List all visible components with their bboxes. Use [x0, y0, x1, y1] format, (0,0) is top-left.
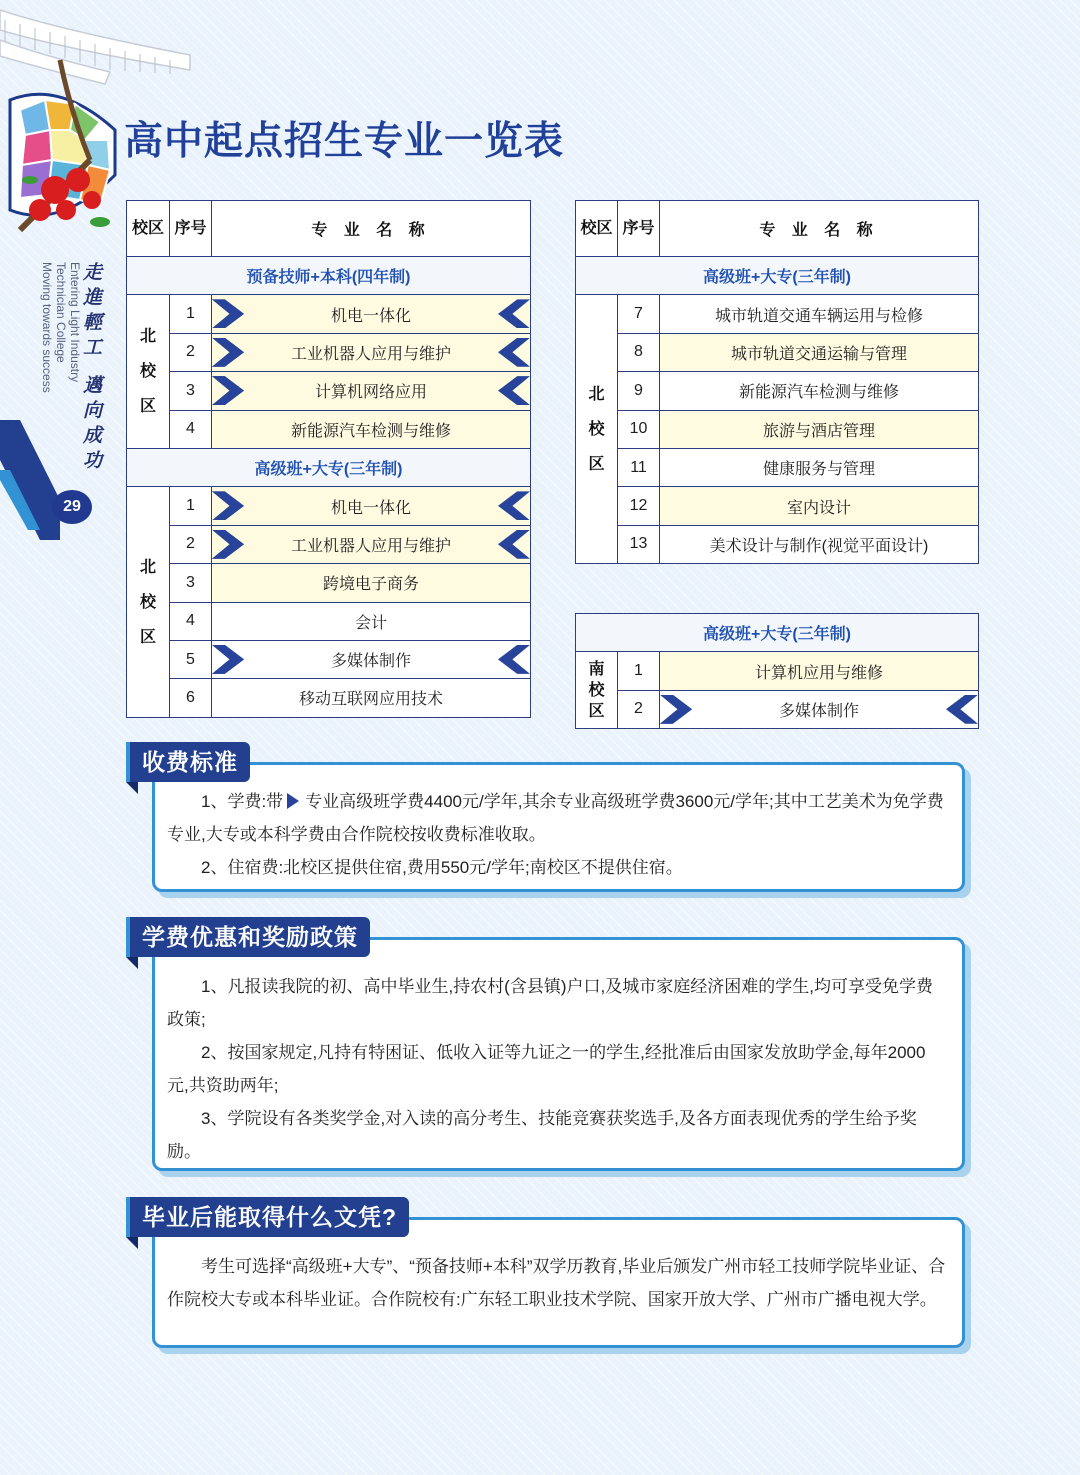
campus-cell: 北校区 — [576, 295, 618, 564]
policy-paragraph: 3、学院设有各类奖学金,对入读的高分考生、技能竞赛获奖选手,及各方面表现优秀的学生给予奖励。 — [167, 1109, 917, 1161]
major-cell: 室内设计 — [660, 487, 979, 525]
major-cell: 城市轨道交通车辆运用与检修 — [660, 295, 979, 333]
fees-paragraph-2: 2、住宿费:北校区提供住宿,费用550元/学年;南校区不提供住宿。 — [201, 858, 683, 877]
page-number: 29 — [52, 490, 92, 524]
seq-cell: 2 — [170, 525, 212, 563]
major-cell: 新能源汽车检测与维修 — [660, 372, 979, 410]
major-cell: 新能源汽车检测与维修 — [212, 410, 531, 448]
major-cell: 机电一体化 — [212, 487, 531, 525]
seq-cell: 9 — [618, 372, 660, 410]
seq-cell: 12 — [618, 487, 660, 525]
south-campus-table — [575, 613, 979, 729]
page-title: 高中起点招生专业一览表 — [124, 120, 565, 163]
section-title: 预备技师+本科(四年制) — [127, 257, 531, 295]
seq-cell: 4 — [170, 602, 212, 640]
seq-cell: 2 — [170, 333, 212, 371]
major-cell: 多媒体制作 — [212, 640, 531, 678]
major-cell: 美术设计与制作(视觉平面设计) — [660, 525, 979, 563]
header-major: 专 业 名 称 — [660, 201, 979, 257]
section-title: 高级班+大专(三年制) — [576, 614, 979, 652]
major-cell: 城市轨道交通运输与管理 — [660, 333, 979, 371]
campus-cell: 南校区 — [576, 652, 618, 729]
header-seq: 序号 — [170, 201, 212, 257]
major-cell: 旅游与酒店管理 — [660, 410, 979, 448]
seq-cell: 3 — [170, 564, 212, 602]
policy-section-title: 学费优惠和奖励政策 — [126, 917, 370, 957]
policy-paragraph: 2、按国家规定,凡持有特困证、低收入证等九证之一的学生,经批准后由国家发放助学金,每年2000元,共资助两年; — [167, 1043, 926, 1095]
seq-cell: 7 — [618, 295, 660, 333]
header-major: 专 业 名 称 — [212, 201, 531, 257]
seq-cell: 5 — [170, 640, 212, 678]
major-cell: 工业机器人应用与维护 — [212, 333, 531, 371]
seq-cell: 8 — [618, 333, 660, 371]
header-campus: 校区 — [127, 201, 170, 257]
campus-cell: 北校区 — [127, 487, 170, 717]
major-cell: 会计 — [212, 602, 531, 640]
left-majors-table — [126, 200, 531, 718]
diploma-paragraph: 考生可选择“高级班+大专”、“预备技师+本科”双学历教育,毕业后颁发广州市轻工技师学院毕业证、合作院校大专或本科毕业证。合作院校有:广东轻工职业技术学院、国家开放大学、广州市广播电视大学。 — [167, 1257, 946, 1309]
side-stripe-decoration — [0, 420, 60, 540]
side-slogan-en: Entering Light Industry Technician College Moving towards success — [40, 262, 82, 393]
diploma-section-title: 毕业后能取得什么文凭? — [126, 1197, 409, 1237]
seq-cell: 4 — [170, 410, 212, 448]
major-cell: 工业机器人应用与维护 — [212, 525, 531, 563]
header-seq: 序号 — [618, 201, 660, 257]
seq-cell: 13 — [618, 525, 660, 563]
seq-cell: 3 — [170, 372, 212, 410]
side-slogan-cn: 走進輕工 邁向成功 — [80, 262, 102, 475]
seq-cell: 6 — [170, 679, 212, 717]
major-cell: 移动互联网应用技术 — [212, 679, 531, 717]
seq-cell: 1 — [170, 487, 212, 525]
seq-cell: 10 — [618, 410, 660, 448]
fees-panel — [152, 762, 965, 892]
header-campus: 校区 — [576, 201, 618, 257]
seq-cell: 1 — [618, 652, 660, 690]
policy-panel — [152, 937, 965, 1171]
seq-cell: 11 — [618, 448, 660, 486]
triangle-marker-icon — [287, 793, 299, 809]
fees-paragraph-1: 1、学费:带 专业高级班学费4400元/学年,其余专业高级班学费3600元/学年;其中工艺美术为免学费专业,大专或本科学费由合作院校按收费标准收取。 — [167, 792, 944, 844]
section-title: 高级班+大专(三年制) — [576, 257, 979, 295]
seq-cell: 1 — [170, 295, 212, 333]
major-cell: 计算机应用与维修 — [660, 652, 979, 690]
major-cell: 机电一体化 — [212, 295, 531, 333]
right-majors-table — [575, 200, 979, 564]
major-cell: 计算机网络应用 — [212, 372, 531, 410]
major-cell: 健康服务与管理 — [660, 448, 979, 486]
campus-cell: 北校区 — [127, 295, 170, 449]
fees-section-title: 收费标准 — [126, 742, 250, 782]
section-title: 高级班+大专(三年制) — [127, 448, 531, 486]
policy-paragraph: 1、凡报读我院的初、高中毕业生,持农村(含县镇)户口,及城市家庭经济困难的学生,均可享受免学费政策; — [167, 977, 933, 1029]
major-cell: 跨境电子商务 — [212, 564, 531, 602]
major-cell: 多媒体制作 — [660, 690, 979, 728]
seq-cell: 2 — [618, 690, 660, 728]
